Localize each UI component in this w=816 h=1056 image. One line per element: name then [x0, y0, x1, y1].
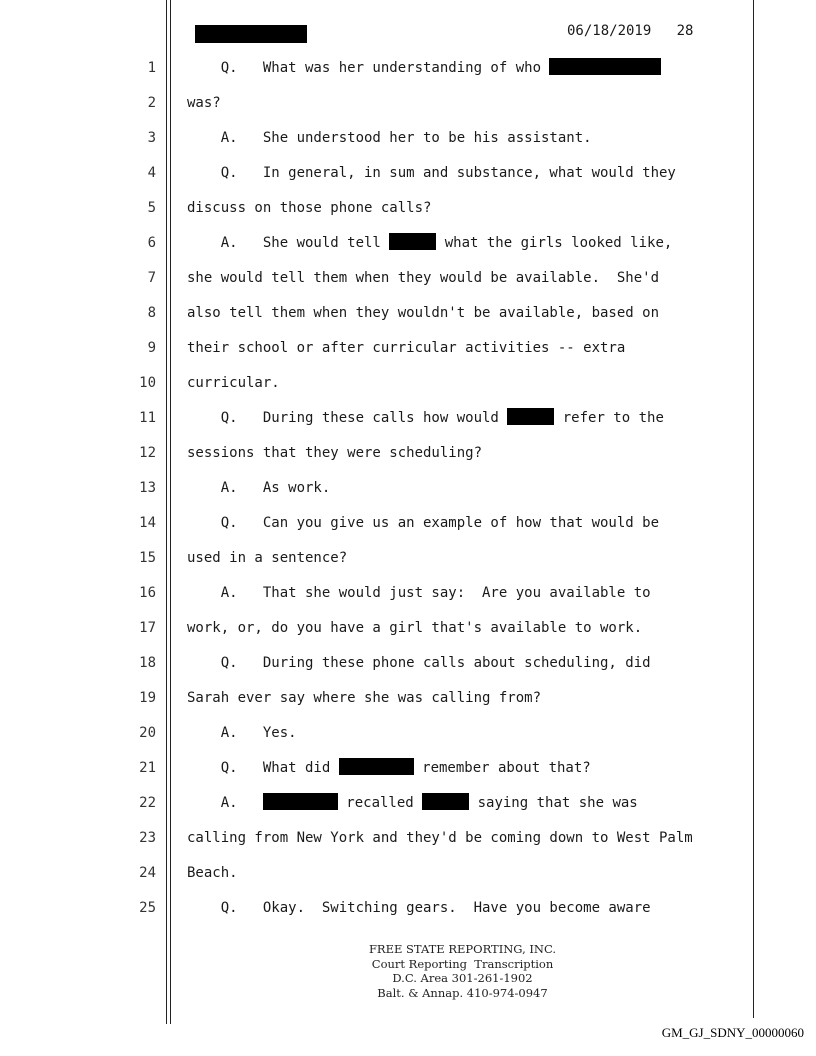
- redaction-bar: [339, 758, 414, 775]
- transcript-text: recalled: [337, 795, 423, 811]
- transcript-line: [187, 338, 757, 358]
- line-number: 3: [147, 130, 156, 146]
- transcript-text: A. She would tell: [187, 235, 390, 251]
- transcript-line: [187, 513, 757, 533]
- line-number: 22: [139, 795, 156, 811]
- transcript-text: calling from New York and they'd be coming down to West Palm: [187, 830, 693, 846]
- transcript-line: [187, 618, 757, 638]
- transcript-text: also tell them when they wouldn't be available, based on: [187, 305, 660, 321]
- transcript-text: Sarah ever say where she was calling from?: [187, 690, 542, 706]
- bates-number: GM_GJ_SDNY_00000060: [661, 1025, 804, 1040]
- line-number: 21: [139, 760, 156, 776]
- transcript-text: used in a sentence?: [187, 550, 348, 566]
- transcript-text: she would tell them when they would be available. She'd: [187, 270, 660, 286]
- header-date-page: 06/18/2019 28: [567, 23, 694, 39]
- transcript-text: A. That she would just say: Are you available to: [187, 585, 651, 601]
- footer-balt-phone: Balt. & Annap. 410-974-0947: [377, 985, 548, 1000]
- line-number: 13: [139, 480, 156, 496]
- transcript-line: [187, 128, 757, 148]
- line-number: 11: [139, 410, 156, 426]
- reporter-footer: [300, 942, 625, 1000]
- transcript-line: [187, 723, 757, 743]
- transcript-line: [187, 373, 757, 393]
- line-number: 12: [139, 445, 156, 461]
- transcript-text: Q. What was her understanding of who: [187, 60, 550, 76]
- transcript-line: [187, 268, 757, 288]
- transcript-line: [187, 443, 757, 463]
- transcript-text: work, or, do you have a girl that's available to work.: [187, 620, 643, 636]
- transcript-text: what the girls looked like,: [436, 235, 673, 251]
- redaction-bar: [549, 58, 661, 75]
- line-number: 16: [139, 585, 156, 601]
- transcript-line: [187, 548, 757, 568]
- transcript-line: [187, 198, 757, 218]
- transcript-text: their school or after curricular activities -- extra: [187, 340, 626, 356]
- transcript-text: was?: [187, 95, 221, 111]
- header-redaction: [195, 25, 307, 43]
- line-number: 9: [147, 340, 156, 356]
- transcript-text: Q. In general, in sum and substance, what would they: [187, 165, 676, 181]
- redaction-bar: [389, 233, 436, 250]
- transcript-line: [187, 688, 757, 708]
- transcript-line: [187, 793, 757, 813]
- line-number: 23: [139, 830, 156, 846]
- transcript-text: A.: [187, 795, 263, 811]
- line-number: 17: [139, 620, 156, 636]
- transcript-text: saying that she was: [469, 795, 638, 811]
- line-number: 8: [147, 305, 156, 321]
- line-number: 14: [139, 515, 156, 531]
- transcript-text: Q. What did: [187, 760, 339, 776]
- line-number: 1: [147, 60, 156, 76]
- line-number: 10: [139, 375, 156, 391]
- transcript-line: [187, 93, 757, 113]
- transcript-text: A. As work.: [187, 480, 331, 496]
- transcript-text: Q. During these calls how would: [187, 410, 508, 426]
- transcript-text: curricular.: [187, 375, 280, 391]
- transcript-line: [187, 758, 757, 778]
- transcript-text: refer to the: [554, 410, 664, 426]
- line-number: 20: [139, 725, 156, 741]
- transcript-text: Q. Okay. Switching gears. Have you become aware: [187, 900, 651, 916]
- line-number: 19: [139, 690, 156, 706]
- transcript-text: A. Yes.: [187, 725, 297, 741]
- transcript-line: [187, 653, 757, 673]
- transcript-line: [187, 408, 757, 428]
- transcript-line: [187, 58, 757, 78]
- transcript-text: Beach.: [187, 865, 238, 881]
- left-margin-rule-inner: [170, 0, 171, 1024]
- redaction-bar: [263, 793, 338, 810]
- redaction-bar: [507, 408, 554, 425]
- footer-company: FREE STATE REPORTING, INC.: [368, 942, 557, 956]
- line-number: 15: [139, 550, 156, 566]
- line-number: 5: [147, 200, 156, 216]
- line-number: 25: [139, 900, 156, 916]
- transcript-line: [187, 303, 757, 323]
- transcript-text: Q. Can you give us an example of how that would be: [187, 515, 660, 531]
- redaction-bar: [422, 793, 469, 810]
- transcript-line: [187, 863, 757, 883]
- footer-services: Court Reporting Transcription: [371, 956, 554, 971]
- transcript-line: [187, 828, 757, 848]
- transcript-text: A. She understood her to be his assistant.: [187, 130, 592, 146]
- line-number: 6: [147, 235, 156, 251]
- footer-dc-phone: D.C. Area 301-261-1902: [392, 971, 533, 985]
- transcript-line: [187, 478, 757, 498]
- transcript-line: [187, 583, 757, 603]
- transcript-text: Q. During these phone calls about scheduling, did: [187, 655, 651, 671]
- transcript-line: [187, 233, 757, 253]
- line-number: 24: [139, 865, 156, 881]
- line-number: 7: [147, 270, 156, 286]
- transcript-line: [187, 163, 757, 183]
- transcript-text: discuss on those phone calls?: [187, 200, 432, 216]
- line-number: 18: [139, 655, 156, 671]
- transcript-line: [187, 898, 757, 918]
- line-number: 2: [147, 95, 156, 111]
- transcript-text: remember about that?: [413, 760, 591, 776]
- transcript-text: sessions that they were scheduling?: [187, 445, 483, 461]
- left-margin-rule-outer: [166, 0, 167, 1024]
- line-number: 4: [147, 165, 156, 181]
